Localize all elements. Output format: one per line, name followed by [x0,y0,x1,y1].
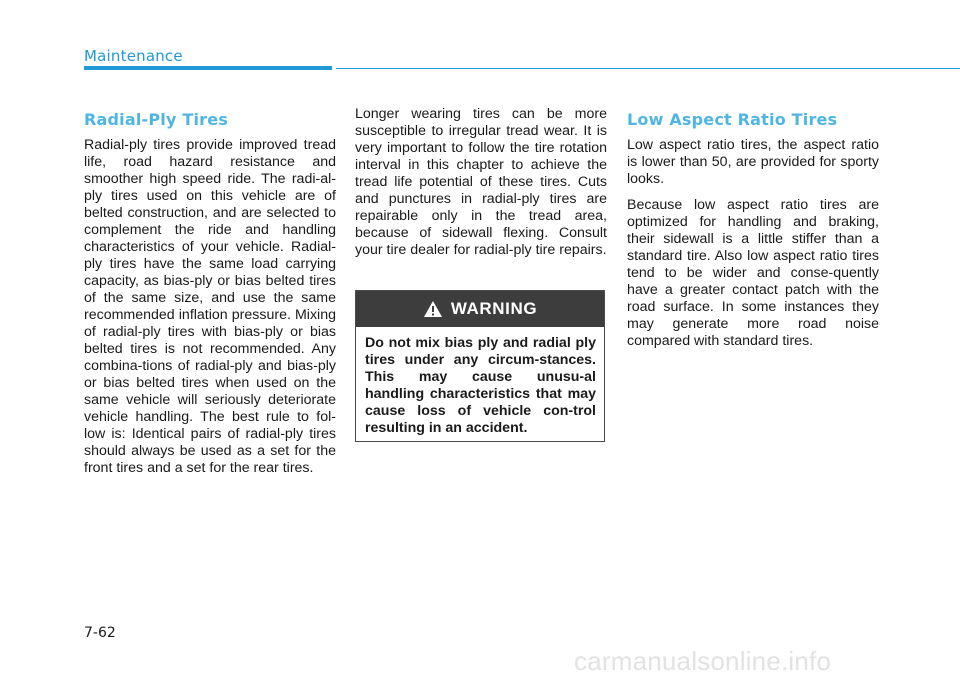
warning-box [355,290,605,442]
warning-text: Do not mix bias ply and radial ply tires under any circum-stances. This may cause unusu-al handling characteristics that may cause loss of vehicle con-trol resulting in an accident. [365,335,596,436]
paragraph-radial-ply: Radial-ply tires provide improved tread life, road hazard resistance and smoother high speed ride. The radi-al-ply tires used on this vehicle are of belted construction, and are selected to complement the ride and handling characteristics of your vehicle. Radial-ply tires have the same load carrying capacity, as bias-ply or bias belted tires of the same size, and use the same recommended inflation pressure. Mixing of radial-ply tires with bias-ply or bias belted tires is not recommended. Any combina-tions of radial-ply and bias-ply or bias belted tires when used on the same vehicle will seriously deteriorate vehicle handling. The best rule to fol-low is: Identical pairs of radial-ply tires should always be used as a set for the front tires and a set for the rear tires. [84,137,336,476]
column-low-aspect [627,110,879,359]
header-rule-thin [336,68,960,69]
header-rule-thick [84,66,332,70]
watermark-text: carmanualsonline.info [574,646,832,676]
section-label: Maintenance [84,47,183,65]
page-number: 7-62 [84,625,116,641]
heading-radial-ply: Radial-Ply Tires [84,110,229,129]
paragraph-low-aspect-1: Low aspect ratio tires, the aspect ratio is lower than 50, are provided for sporty looks. [627,137,879,187]
heading-low-aspect: Low Aspect Ratio Tires [627,110,838,129]
warning-title: WARNING [450,299,538,318]
paragraph-tire-wear: Longer wearing tires can be more susceptible to irregular tread wear. It is very important to follow the tire rotation interval in this chapter to achieve the tread life potential of these tires. Cuts and punctures in radial-ply tires are repairable only in the tread area, because of sidewall flexing. Consult your tire dealer for radial-ply tire repairs. [355,106,607,258]
warning-header [356,291,604,327]
column-radial-ply [84,110,336,486]
warning-triangle-icon [423,300,443,318]
paragraph-low-aspect-2: Because low aspect ratio tires are optimized for handling and braking, their sidewall is a little stiffer than a standard tire. Also low aspect ratio tires tend to be wider and conse-quently have a greater contact patch with the road surface. In some instances they may generate more road noise compared with standard tires. [627,197,879,349]
column-tire-wear [355,106,607,268]
